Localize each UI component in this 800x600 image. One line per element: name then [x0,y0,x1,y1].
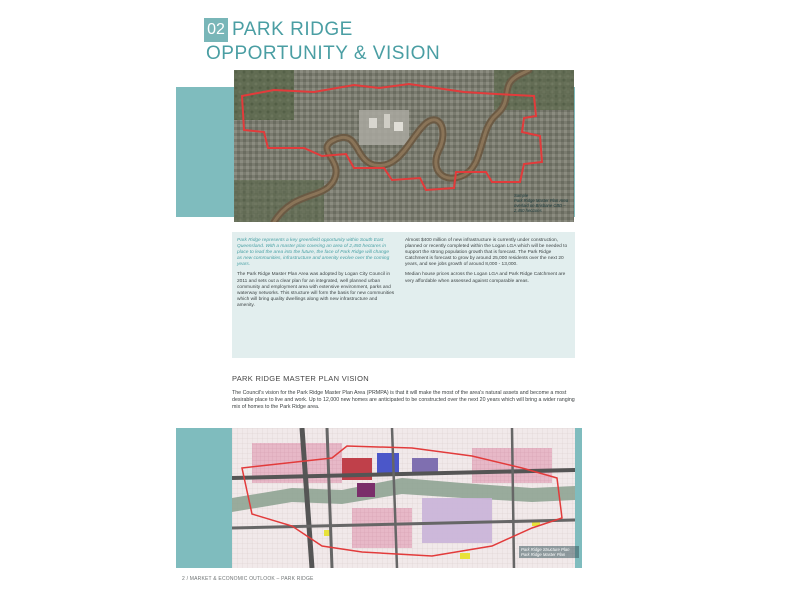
aerial-caption [514,193,572,213]
section-number-badge: 02 [204,18,228,42]
right-paragraph-2: Median house prices across the Logan LGA and Park Ridge Catchment are very affordable when assessed against comparable areas. [405,272,566,284]
left-text-column [237,238,395,313]
intro-paragraph: Park Ridge represents a key greenfield opportunity within South East Queensland. With a master plan covering an area of 2,450 hectares in place to lead the area into the future, the face of Park Ridge will change as new communities, infrastructure and amenity evolve over the coming years. [237,238,390,268]
vision-heading: PARK RIDGE MASTER PLAN VISION [232,374,369,383]
right-text-column [405,238,569,289]
vision-body: The Council's vision for the Park Ridge Master Plan Area (PRMPA) is that it will make the most of the area's natural assets and become a most desirable place to live and work. Up to 12,000 new homes are anticipated to be constructed over the next 20 years which will bring a wider ranging mix of homes to the Park Ridge area. [232,390,575,410]
aerial-caption-label: Sample [514,193,529,198]
right-paragraph-1: Almost $400 million of new infrastructure is currently under construction, planned or recently completed within the Logan LGA which will be needed to support the strong population growth that is forecast. The Park Ridge Catchment is forecast to grow by around 25,000 residents over the next 20 years, and see jobs growth of around 8,000 - 13,000. [405,238,568,268]
page-title-line1: PARK RIDGE [232,19,353,40]
aerial-caption-text: Park Ridge Master Plan Area overlaid on Brisbane CBD – 2,450 hectares [514,198,569,213]
page-footer: 2 / MARKET & ECONOMIC OUTLOOK – PARK RIDGE [182,576,314,582]
plan-caption-line1: Park Ridge Structure Plan [521,547,570,552]
plan-caption [519,546,579,558]
left-paragraph: The Park Ridge Master Plan Area was adopted by Logan City Council in 2011 and sets out a clear plan for an integrated, well planned urban community and employment area with extensive environment, parks and waterway networks. This structure will form the basis for new communities which will bring quality dwellings along with new infrastructure and amenity. [237,272,395,308]
page-title-line2: OPPORTUNITY & VISION [206,43,441,64]
plan-caption-line2: Park Ridge Master Plan [521,552,566,557]
